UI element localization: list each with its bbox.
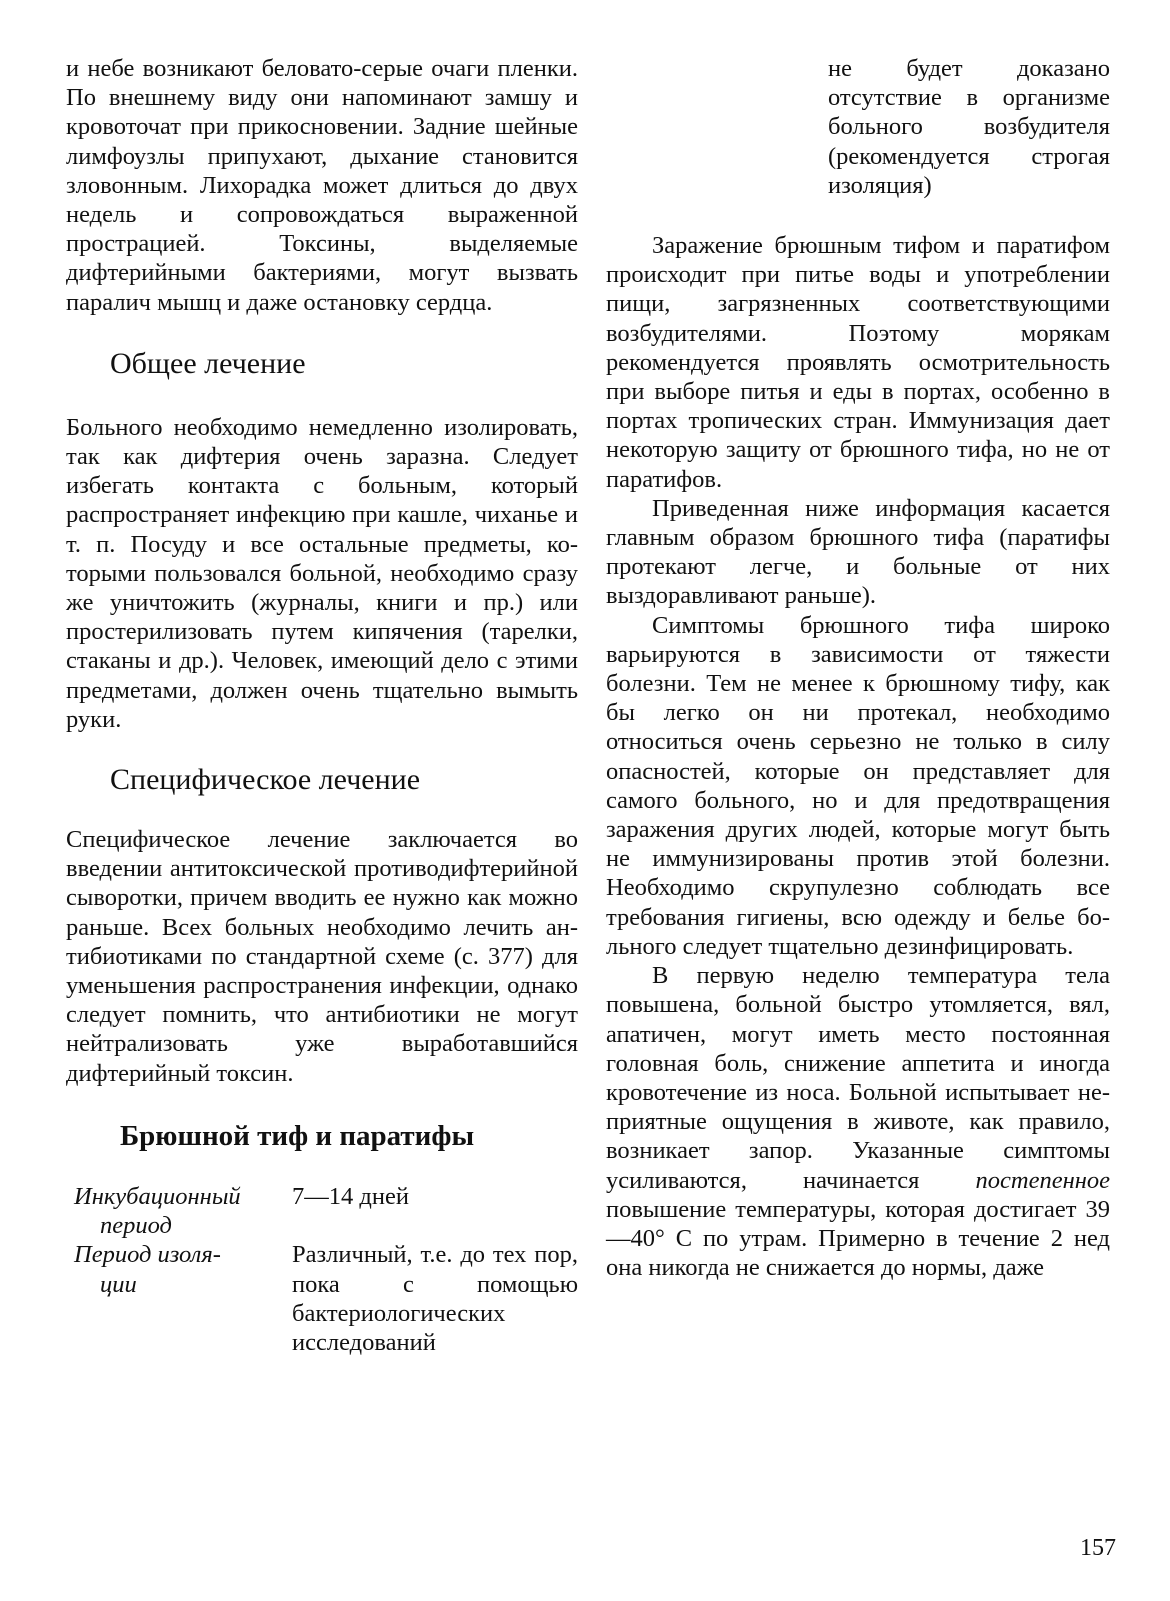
paragraph-typhoid-symptoms: Симптомы брюшного тифа широко варьируются в зависимости от тяжести болезни. Тем не менее к брюшному тифу, как бы легко он ни протекал, необходимо относиться очень серьезно не только в силу опасностей, которые он представляет для самого больного, но и для предотвращения заражения других людей, которые могут быть не иммунизированы против этой болезни. Необходимо скрупулезно соблюдать все требования гигиены, всю одежду и белье больного следует тщательно дезинфицировать. bbox=[606, 611, 1110, 960]
isolation-period-row bbox=[66, 1240, 578, 1357]
heading-typhoid: Брюшной тиф и паратифы bbox=[120, 1119, 475, 1152]
paragraph-diphtheria-symptoms: и небе возникают беловато-серые очаги пленки. По внешнему виду они напоминают замшу и кровоточат при прикосновении. Задние шейные лимфоузлы припухают, дыхание становится зловонным. Лихорадка может длиться до двух недель и сопровождаться выраженной прострацией. Токсины, выделяемые дифтерийными бактериями, могут вызвать паралич мышц и даже остановку сердца. bbox=[66, 55, 578, 316]
page-number: 157 bbox=[1080, 1535, 1116, 1561]
isolation-period-value: Различный, т.е. до тех пор, пока с помощью бактериологических исследований bbox=[292, 1241, 578, 1356]
incubation-period-row bbox=[66, 1182, 578, 1240]
left-column bbox=[66, 0, 578, 1357]
incubation-period-term: Инкубационный период bbox=[74, 1182, 241, 1240]
isolation-period-term: Период изоля- ции bbox=[74, 1241, 221, 1298]
isolation-period-continued: не будет доказано отсутствие в организме больного возбудителя (рекомендуется строгая изоляция) bbox=[828, 55, 1110, 199]
paragraph-typhoid-info: Приведенная ниже информация касается главным образом брюшного тифа (паратифы протекают легче, и больные от них выздоравливают раньше). bbox=[606, 494, 1110, 610]
paragraph-general-treatment: Больного необходимо немедленно изолировать, так как дифтерия очень заразна. Следует избегать контакта с больным, который распространяет инфекцию при кашле, чиханье и т. п. Посуду и все остальные предметы, которыми пользовался больной, необходимо сразу же уничтожить (журналы, книги и пр.) или простерилизовать путем кипячения (тарелки, стаканы и др.). Человек, имеющий дело с этими предметами, должен очень тщательно вымыть руки. bbox=[66, 413, 578, 733]
paragraph-specific-treatment: Специфическое лечение заключается во введении антитоксической противодифтерийной сыворотки, причем вводить ее нужно как можно раньше. Всех больных необходимо лечить антибиотиками по стандартной схеме (с. 377) для уменьшения распространения инфекции, однако следует помнить, что антибиотики не могут нейтрализовать уже выработавшийся дифтерийный токсин. bbox=[66, 826, 578, 1087]
paragraph-typhoid-infection: Заражение брюшным тифом и паратифом происходит при питье воды и употреблении пищи, загрязненных соответствующими возбудителями. Поэтому морякам рекомендуется проявлять осмотрительность при выборе питья и еды в портах, особенно в портах тропических стран. Иммунизация дает некоторую защиту от брюшного тифа, но не от паратифов. bbox=[606, 232, 1110, 493]
right-column bbox=[606, 0, 1110, 1282]
paragraph-first-week: В первую неделю температура тела повышена, больной быстро утомляется, вял, апатичен, могут иметь место постоянная головная боль, снижение аппетита и иногда кровотечение из носа. Больной испытывает неприятные ощущения в животе, как правило, возникает запор. Указанные симптомы усиливаются, начинается постепенное повышение температуры, которая достигает 39—40° С по утрам. Примерно в течение 2 нед она никогда не снижается до нормы, даже bbox=[606, 962, 1110, 1282]
heading-specific-treatment: Специфическое лечение bbox=[110, 763, 421, 797]
heading-general-treatment: Общее лечение bbox=[110, 346, 306, 380]
incubation-period-value: 7—14 дней bbox=[292, 1182, 409, 1210]
emphasis-gradual: постепенное bbox=[975, 1166, 1110, 1194]
